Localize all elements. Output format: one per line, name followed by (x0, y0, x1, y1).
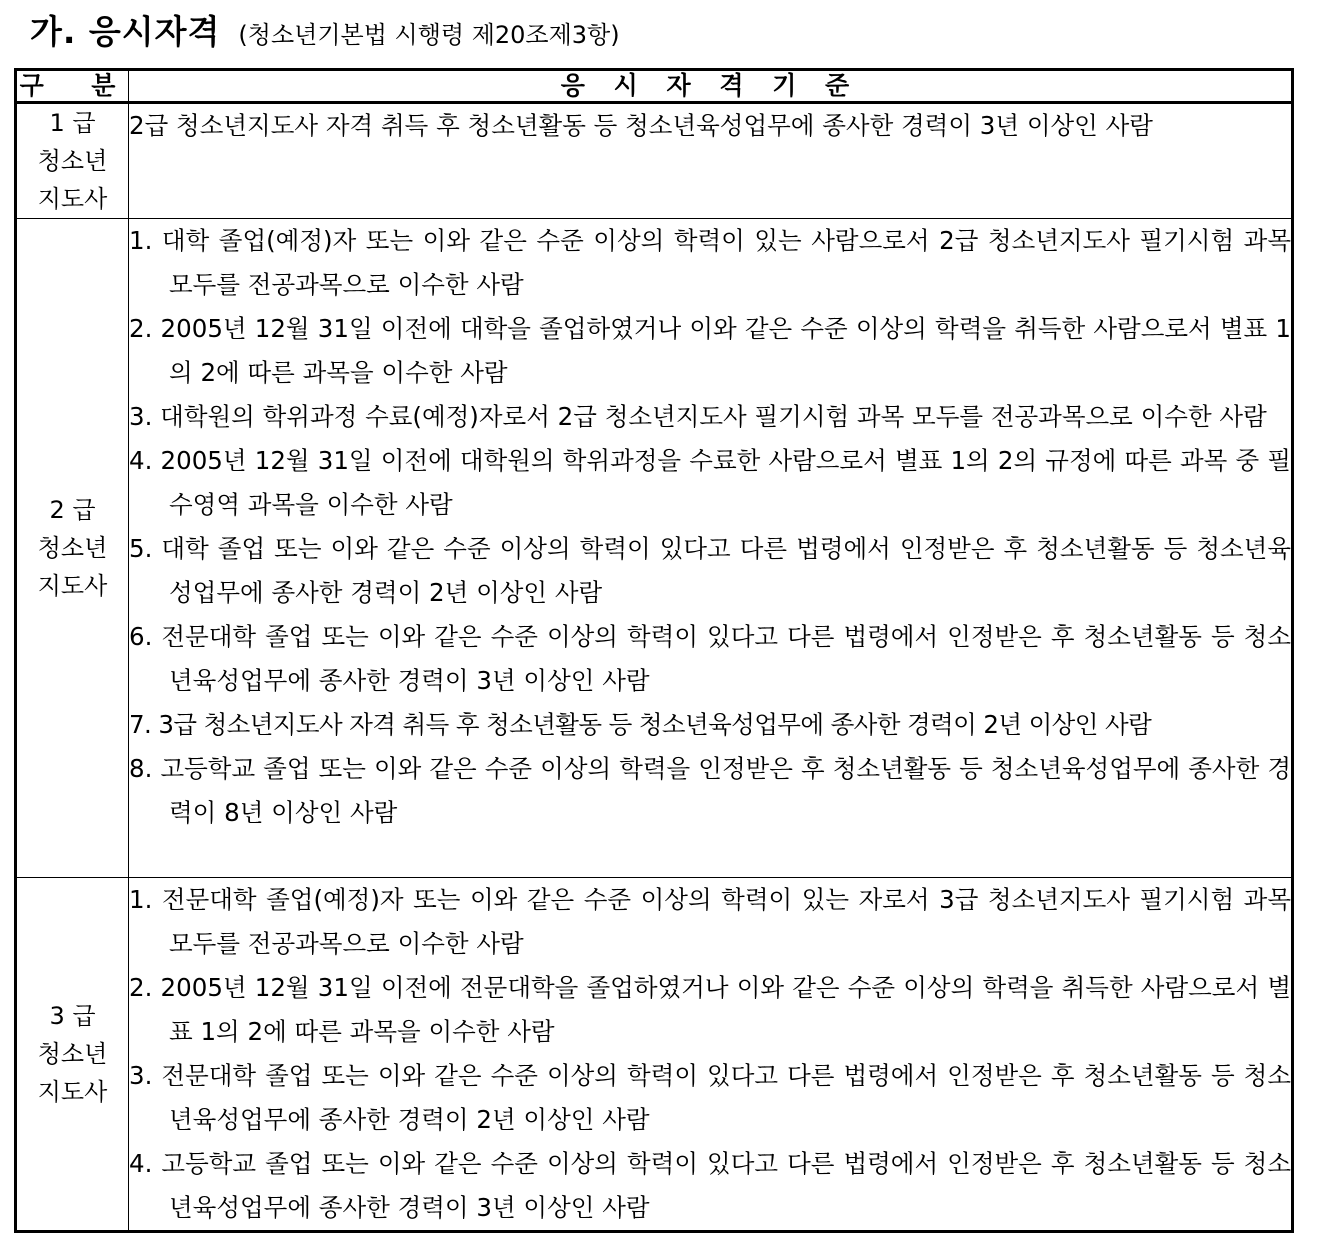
criteria-item: 1. 대학 졸업(예정)자 또는 이와 같은 수준 이상의 학력이 있는 사람으로서 2급 청소년지도사 필기시험 과목 모두를 전공과목으로 이수한 사람 (129, 226, 1291, 299)
criteria-item: 6. 전문대학 졸업 또는 이와 같은 수준 이상의 학력이 있다고 다른 법령에서 인정받은 후 청소년활동 등 청소년육성업무에 종사한 경력이 3년 이상인 사람 (129, 622, 1291, 695)
table-row-grade-3 (16, 878, 1293, 1232)
criteria-item: 4. 2005년 12월 31일 이전에 대학원의 학위과정을 수료한 사람으로서 별표 1의 2의 규정에 따른 과목 중 필수영역 과목을 이수한 사람 (129, 446, 1291, 519)
grade-cell (16, 103, 129, 219)
criteria-cell (129, 103, 1293, 219)
section-heading (30, 6, 620, 58)
grade-line: 지도사 (37, 185, 108, 213)
header-criteria: 응 시 자 격 기 준 (129, 70, 1293, 103)
criteria-item: 4. 고등학교 졸업 또는 이와 같은 수준 이상의 학력이 있다고 다른 법령에서 인정받은 후 청소년활동 등 청소년육성업무에 종사한 경력이 3년 이상인 사람 (129, 1149, 1291, 1222)
criteria-text: 2급 청소년지도사 자격 취득 후 청소년활동 등 청소년육성업무에 종사한 경력이 3년 이상인 사람 (129, 111, 1153, 140)
qualification-table (14, 68, 1294, 1233)
criteria-item: 5. 대학 졸업 또는 이와 같은 수준 이상의 학력이 있다고 다른 법령에서 인정받은 후 청소년활동 등 청소년육성업무에 종사한 경력이 2년 이상인 사람 (129, 534, 1291, 607)
grade-level: 1 급 (49, 109, 96, 137)
legal-reference: (청소년기본법 시행령 제20조제3항) (238, 21, 620, 49)
grade-line: 지도사 (37, 1078, 108, 1106)
grade-line: 청소년 (37, 147, 108, 175)
criteria-item: 1. 전문대학 졸업(예정)자 또는 이와 같은 수준 이상의 학력이 있는 자로서 3급 청소년지도사 필기시험 과목 모두를 전공과목으로 이수한 사람 (129, 885, 1291, 958)
grade-level: 2 급 (49, 496, 96, 524)
criteria-item: 3. 대학원의 학위과정 수료(예정)자로서 2급 청소년지도사 필기시험 과목 모두를 전공과목으로 이수한 사람 (129, 402, 1267, 431)
criteria-item: 2. 2005년 12월 31일 이전에 대학을 졸업하였거나 이와 같은 수준 이상의 학력을 취득한 사람으로서 별표 1의 2에 따른 과목을 이수한 사람 (129, 314, 1291, 387)
table-row-grade-2 (16, 219, 1293, 878)
criteria-item: 2. 2005년 12월 31일 이전에 전문대학을 졸업하였거나 이와 같은 수준 이상의 학력을 취득한 사람으로서 별표 1의 2에 따른 과목을 이수한 사람 (129, 973, 1291, 1046)
table-row-grade-1 (16, 103, 1293, 219)
criteria-item: 3. 전문대학 졸업 또는 이와 같은 수준 이상의 학력이 있다고 다른 법령에서 인정받은 후 청소년활동 등 청소년육성업무에 종사한 경력이 2년 이상인 사람 (129, 1061, 1291, 1134)
grade-cell (16, 219, 129, 878)
table-header-row (16, 70, 1293, 103)
grade-level: 3 급 (49, 1002, 96, 1030)
criteria-list (129, 219, 1291, 835)
header-grade: 구 분 (16, 70, 129, 103)
criteria-cell (129, 878, 1293, 1232)
grade-line: 청소년 (37, 1040, 108, 1068)
section-title: 가. 응시자격 (30, 12, 221, 51)
criteria-list (129, 878, 1291, 1230)
grade-line: 지도사 (37, 572, 108, 600)
grade-line: 청소년 (37, 534, 108, 562)
criteria-item: 7. 3급 청소년지도사 자격 취득 후 청소년활동 등 청소년육성업무에 종사한 경력이 2년 이상인 사람 (129, 710, 1152, 739)
criteria-item: 8. 고등학교 졸업 또는 이와 같은 수준 이상의 학력을 인정받은 후 청소년활동 등 청소년육성업무에 종사한 경력이 8년 이상인 사람 (129, 754, 1291, 827)
grade-cell (16, 878, 129, 1232)
criteria-cell (129, 219, 1293, 878)
